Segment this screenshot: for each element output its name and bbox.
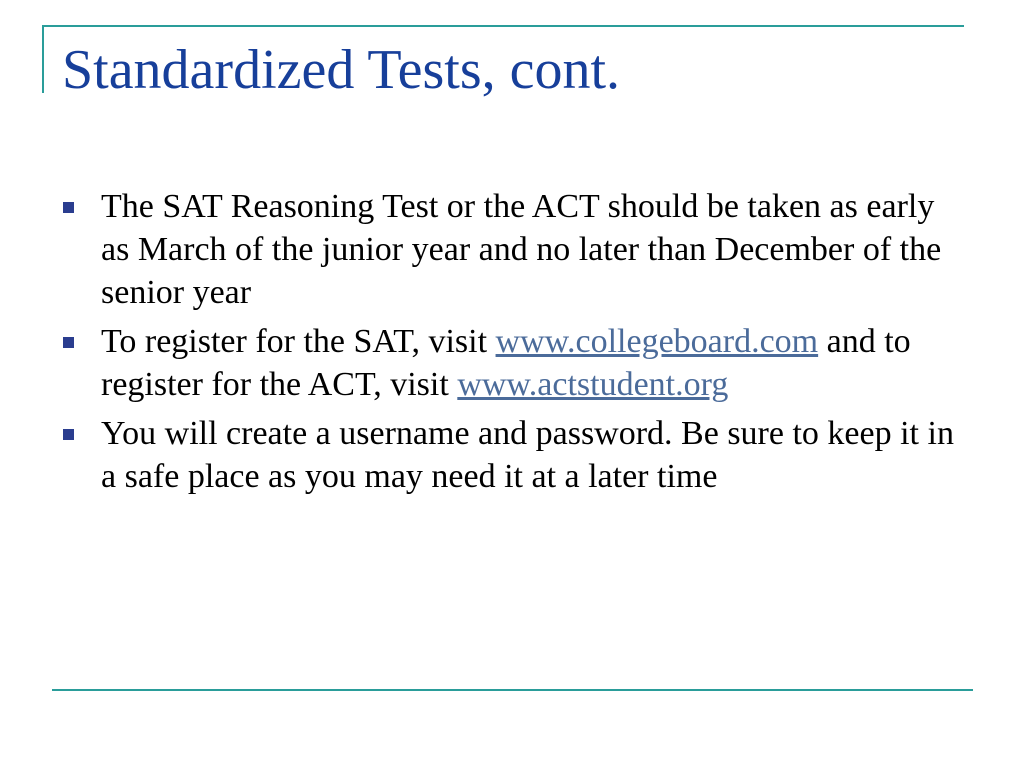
bullet-item (63, 320, 963, 406)
bullet-text: You will create a username and password. Be sure to keep it in a safe place as you may need it at a later time (101, 415, 954, 495)
bullet-text: The SAT Reasoning Test or the ACT should be taken as early as March of the junior year and no later than December of the senior year (101, 188, 942, 311)
bullet-item (63, 185, 963, 314)
square-bullet-icon (63, 337, 74, 348)
title-frame-vertical-accent (42, 25, 44, 93)
title-frame-top-rule (42, 25, 964, 27)
bullet-text-segment: To register for the SAT, visit (101, 323, 496, 360)
collegeboard-link[interactable]: www.collegeboard.com (495, 323, 819, 360)
bullet-text (101, 320, 963, 406)
bullet-list (63, 185, 963, 504)
square-bullet-icon (63, 202, 74, 213)
actstudent-link[interactable]: www.actstudent.org (457, 366, 729, 403)
slide-title: Standardized Tests, cont. (62, 39, 621, 101)
footer-rule (52, 689, 973, 691)
square-bullet-icon (63, 429, 74, 440)
bullet-text-segment: and to register for the ACT, visit (101, 323, 911, 403)
bullet-item (63, 412, 963, 498)
